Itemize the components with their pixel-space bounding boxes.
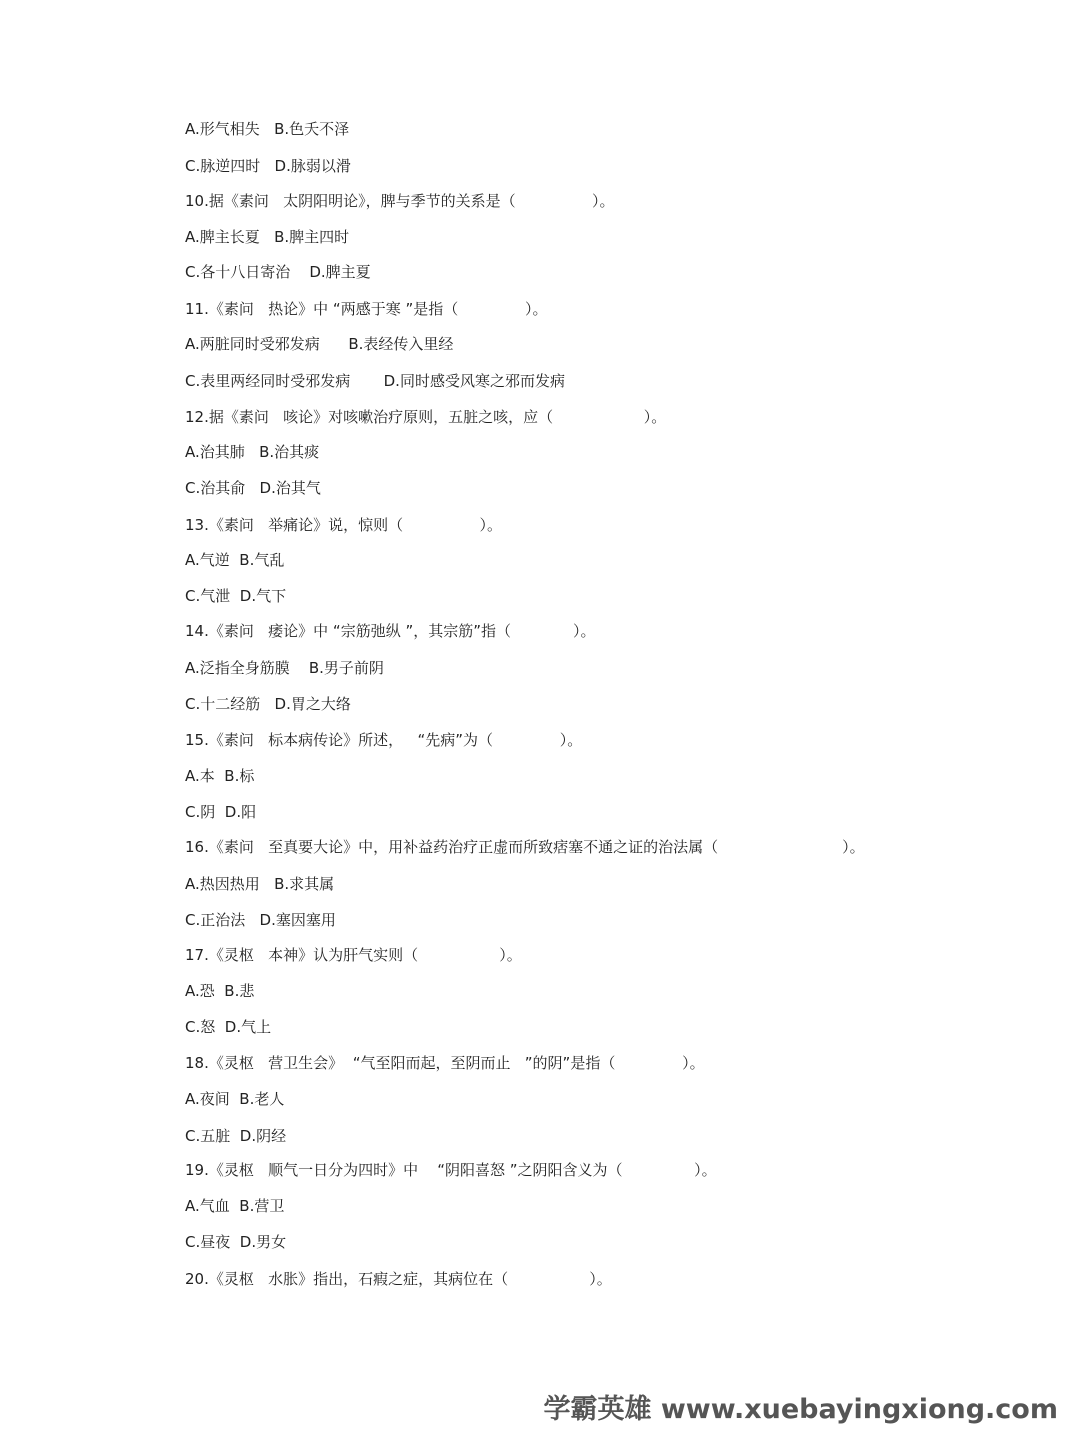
question-line: 17.《灵枢 本神》认为肝气实则（ ）。 bbox=[185, 946, 522, 964]
watermark-footer: 学霸英雄 www.xuebayingxiong.com bbox=[543, 1394, 1058, 1425]
option-line: C.各十八日寄治 D.脾主夏 bbox=[185, 263, 371, 281]
option-line: A.气血 B.营卫 bbox=[185, 1197, 285, 1215]
option-line: A.形气相失 B.色夭不泽 bbox=[185, 120, 350, 138]
option-line: C.阴 D.阳 bbox=[185, 803, 257, 821]
question-line: 11.《素问 热论》中 “两感于寒 ”是指（ ）。 bbox=[185, 300, 548, 318]
option-line: A.治其肺 B.治其痰 bbox=[185, 443, 320, 461]
question-line: 20.《灵枢 水胀》指出，石瘕之症，其病位在（ ）。 bbox=[185, 1270, 612, 1288]
question-line: 16.《素问 至真要大论》中，用补益药治疗正虚而所致痞塞不通之证的治法属（ ）。 bbox=[185, 838, 865, 856]
question-line: 15.《素问 标本病传论》所述， “先病”为（ ）。 bbox=[185, 731, 583, 749]
option-line: C.十二经筋 D.胃之大络 bbox=[185, 695, 351, 713]
question-line: 14.《素问 痿论》中 “宗筋弛纵 ”，其宗筋”指（ ）。 bbox=[185, 622, 596, 640]
option-line: A.恐 B.悲 bbox=[185, 982, 255, 1000]
option-line: A.本 B.标 bbox=[185, 767, 255, 785]
question-line: 13.《素问 举痛论》说，惊则（ ）。 bbox=[185, 516, 502, 534]
option-line: A.气逆 B.气乱 bbox=[185, 551, 285, 569]
option-line: C.正治法 D.塞因塞用 bbox=[185, 911, 336, 929]
option-line: C.怒 D.气上 bbox=[185, 1018, 272, 1036]
option-line: C.气泄 D.气下 bbox=[185, 587, 287, 605]
question-line: 19.《灵枢 顺气一日分为四时》中 “阴阳喜怒 ”之阴阳含义为（ ）。 bbox=[185, 1161, 717, 1179]
option-line: C.昼夜 D.男女 bbox=[185, 1233, 287, 1251]
option-line: C.脉逆四时 D.脉弱以滑 bbox=[185, 157, 351, 175]
option-line: A.热因热用 B.求其属 bbox=[185, 875, 335, 893]
option-line: C.五脏 D.阴经 bbox=[185, 1127, 287, 1145]
option-line: A.脾主长夏 B.脾主四时 bbox=[185, 228, 350, 246]
question-line: 18.《灵枢 营卫生会》 “气至阳而起，至阴而止 ”的阴”是指（ ）。 bbox=[185, 1054, 705, 1072]
option-line: A.两脏同时受邪发病 B.表经传入里经 bbox=[185, 335, 454, 353]
question-line: 12.据《素问 咳论》对咳嗽治疗原则，五脏之咳，应（ ）。 bbox=[185, 408, 667, 426]
question-line: 10.据《素问 太阴阳明论》，脾与季节的关系是（ ）。 bbox=[185, 192, 615, 210]
option-line: C.治其俞 D.治其气 bbox=[185, 479, 321, 497]
option-line: C.表里两经同时受邪发病 D.同时感受风寒之邪而发病 bbox=[185, 372, 565, 390]
option-line: A.泛指全身筋膜 B.男子前阴 bbox=[185, 659, 384, 677]
option-line: A.夜间 B.老人 bbox=[185, 1090, 285, 1108]
